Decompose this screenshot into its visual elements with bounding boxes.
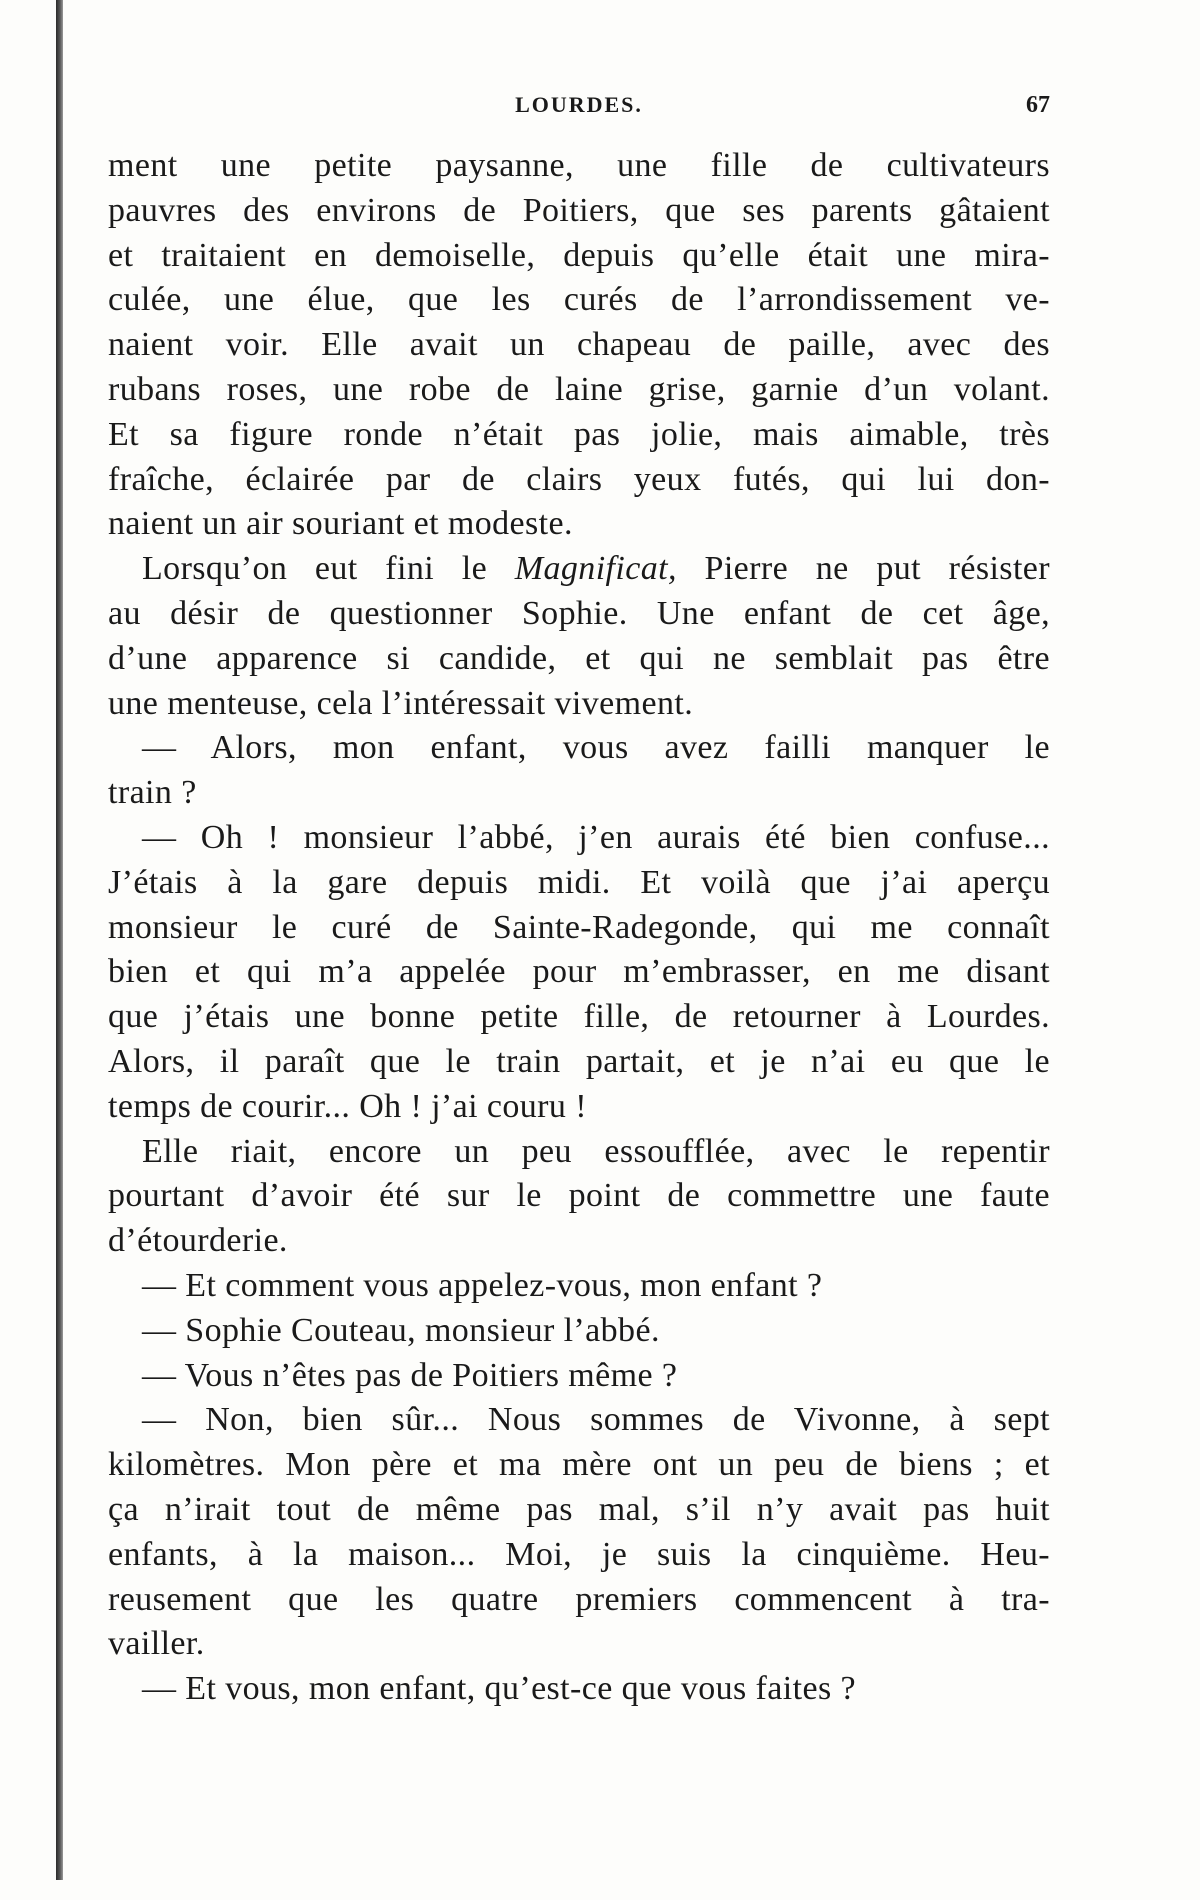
text-line: d’une apparence si candide, et qui ne semblait pas être [108, 639, 1050, 677]
text-line: au désir de questionner Sophie. Une enfant de cet âge, [108, 594, 1050, 632]
text-line: vailler. [108, 1625, 205, 1663]
text-line: culée, une élue, que les curés de l’arrondissement ve- [108, 281, 1050, 319]
italic-title: Magnificat, [514, 550, 677, 588]
text-line: fraîche, éclairée par de clairs yeux futés, qui lui don- [108, 460, 1050, 498]
page-number: 67 [1026, 92, 1050, 118]
text-line: naient un air souriant et modeste. [108, 505, 573, 543]
text-line: — Sophie Couteau, monsieur l’abbé. [142, 1311, 660, 1349]
text-line: Alors, il paraît que le train partait, et je n’ai eu que le [108, 1042, 1050, 1080]
text-segment: Pierre ne put résister [676, 550, 1050, 588]
text-line: — Alors, mon enfant, vous avez failli manquer le [142, 729, 1050, 767]
text-line: ça n’irait tout de même pas mal, s’il n’y avait pas huit [108, 1490, 1050, 1528]
text-line: kilomètres. Mon père et ma mère ont un peu de biens ; et [108, 1446, 1050, 1484]
text-line: Et sa figure ronde n’était pas jolie, mais aimable, très [108, 415, 1050, 453]
text-line: — Oh ! monsieur l’abbé, j’en aurais été bien confuse... [142, 818, 1050, 856]
text-line: — Vous n’êtes pas de Poitiers même ? [142, 1356, 678, 1394]
text-line: que j’étais une bonne petite fille, de retourner à Lourdes. [108, 998, 1050, 1036]
text-line: train ? [108, 774, 197, 812]
text-line: J’étais à la gare depuis midi. Et voilà que j’ai aperçu [108, 863, 1050, 901]
text-line: pauvres des environs de Poitiers, que ses parents gâtaient [108, 191, 1050, 229]
text-line: — Et comment vous appelez-vous, mon enfant ? [142, 1266, 823, 1304]
text-line: — Non, bien sûr... Nous sommes de Vivonne, à sept [142, 1401, 1050, 1439]
binding-edge [56, 0, 63, 1880]
text-line: bien et qui m’a appelée pour m’embrasser, en me disant [108, 953, 1050, 991]
text-line: — Et vous, mon enfant, qu’est-ce que vous faites ? [142, 1670, 856, 1708]
text-segment: Lorsqu’on eut fini le [142, 550, 515, 588]
text-line [108, 547, 1050, 592]
running-head [108, 92, 1050, 122]
text-line: ment une petite paysanne, une fille de cultivateurs [108, 147, 1050, 184]
text-line: naient voir. Elle avait un chapeau de paille, avec des [108, 326, 1050, 364]
text-line: temps de courir... Oh ! j’ai couru ! [108, 1087, 587, 1125]
text-line: pourtant d’avoir été sur le point de commettre une faute [108, 1177, 1050, 1215]
text-line: enfants, à la maison... Moi, je suis la cinquième. Heu- [108, 1535, 1050, 1573]
text-line: une menteuse, cela l’intéressait vivement. [108, 684, 694, 722]
running-title: LOURDES. [515, 92, 643, 117]
text-line: et traitaient en demoiselle, depuis qu’elle était une mira- [108, 236, 1050, 274]
text-line: Elle riait, encore un peu essoufflée, avec le repentir [142, 1132, 1050, 1170]
text-line: rubans roses, une robe de laine grise, garnie d’un volant. [108, 370, 1050, 408]
body-text [108, 144, 1050, 1712]
text-line: d’étourderie. [108, 1222, 288, 1260]
text-line: monsieur le curé de Sainte-Radegonde, qui me connaît [108, 908, 1050, 946]
text-line: reusement que les quatre premiers commencent à tra- [108, 1580, 1050, 1618]
